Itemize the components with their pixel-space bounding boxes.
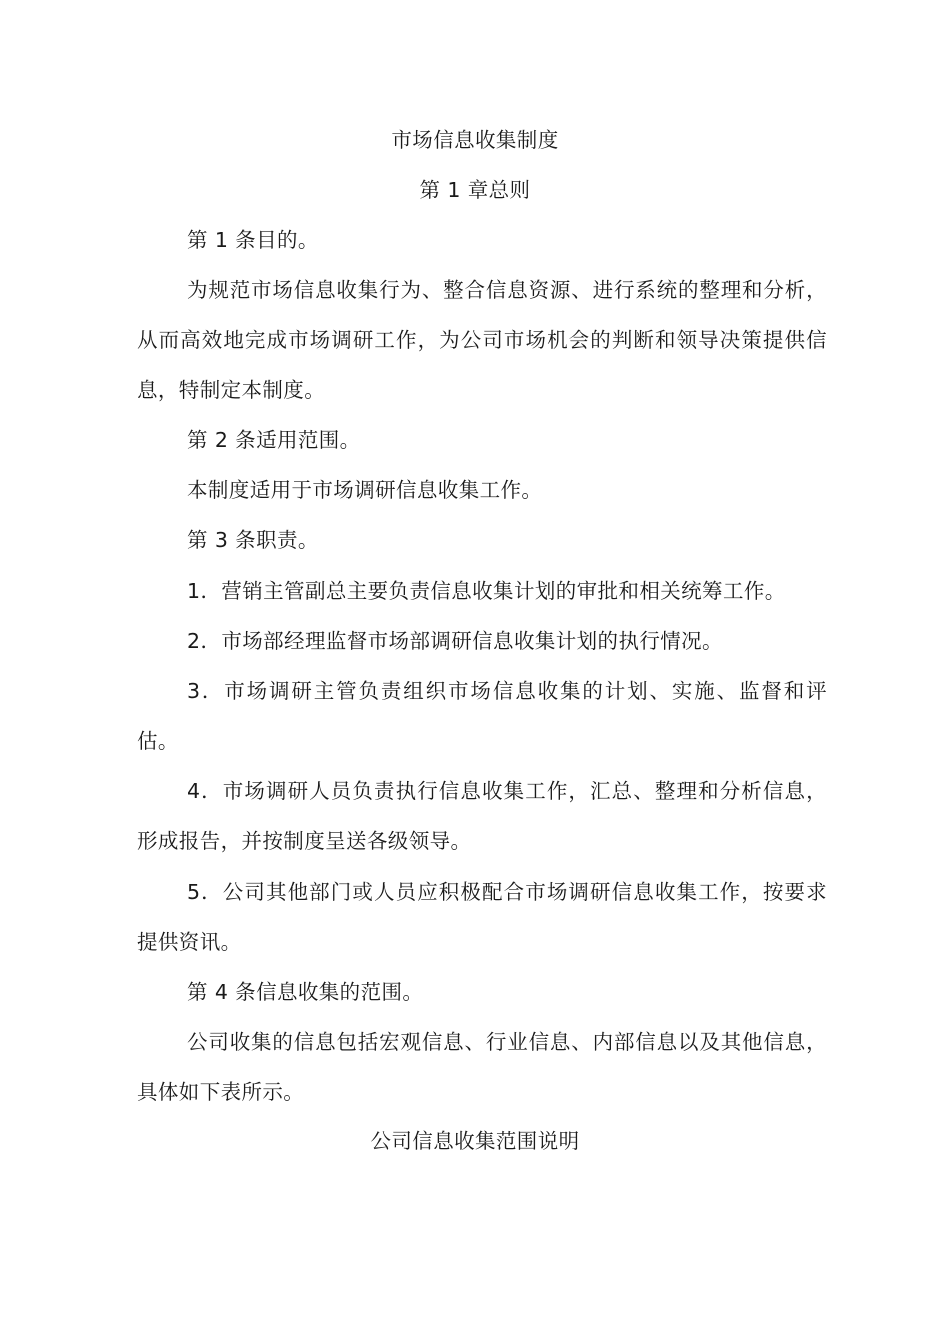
table-caption: 公司信息收集范围说明 bbox=[370, 1129, 580, 1153]
article-3-heading: 第 3 条职责。 bbox=[187, 528, 319, 552]
duty-item-5: 5．公司其他部门或人员应积极配合市场调研信息收集工作，按要求提供资讯。 bbox=[137, 880, 827, 954]
article-1-heading: 第 1 条目的。 bbox=[187, 228, 319, 252]
duty-item-3: 3．市场调研主管负责组织市场信息收集的计划、实施、监督和评估。 bbox=[137, 679, 827, 753]
duty-item-2: 2．市场部经理监督市场部调研信息收集计划的执行情况。 bbox=[187, 629, 723, 653]
duty-item-1: 1．营销主管副总主要负责信息收集计划的审批和相关统筹工作。 bbox=[187, 579, 786, 603]
duty-item-4: 4．市场调研人员负责执行信息收集工作，汇总、整理和分析信息，形成报告，并按制度呈送各级领导。 bbox=[137, 779, 827, 853]
article-1-body: 为规范市场信息收集行为、整合信息资源、进行系统的整理和分析，从而高效地完成市场调研工作，为公司市场机会的判断和领导决策提供信息，特制定本制度。 bbox=[137, 278, 827, 402]
document-title: 市场信息收集制度 bbox=[391, 128, 559, 152]
article-2-heading: 第 2 条适用范围。 bbox=[187, 428, 361, 452]
article-4-body: 公司收集的信息包括宏观信息、行业信息、内部信息以及其他信息，具体如下表所示。 bbox=[137, 1030, 827, 1104]
article-4-heading: 第 4 条信息收集的范围。 bbox=[187, 980, 424, 1004]
chapter-heading: 第 1 章总则 bbox=[419, 178, 531, 202]
article-2-body: 本制度适用于市场调研信息收集工作。 bbox=[187, 478, 543, 502]
